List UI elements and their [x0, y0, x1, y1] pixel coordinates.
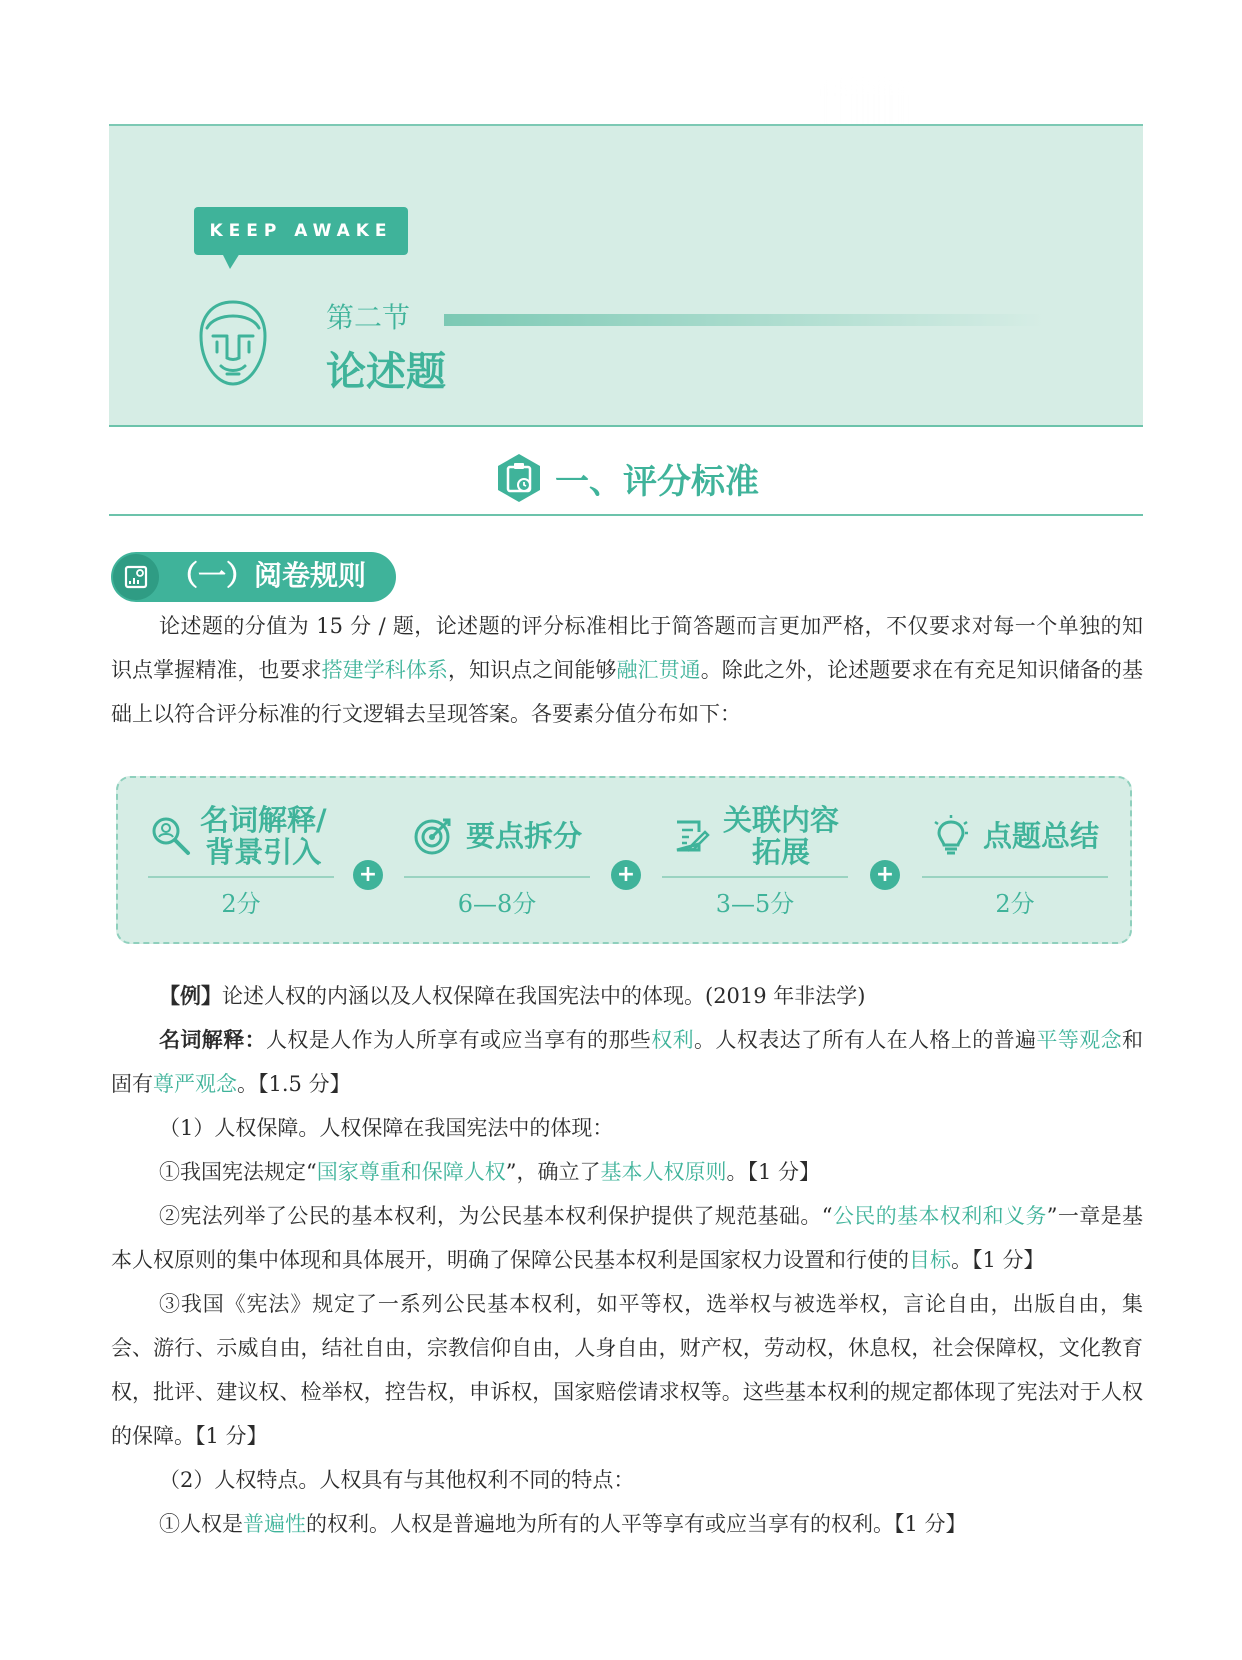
score-item-divider: [404, 876, 590, 878]
example-tag: 【例】: [159, 984, 222, 1008]
section-gradient-bar: [444, 314, 1044, 326]
checklist-icon: [113, 554, 159, 600]
definition-paragraph: 名词解释：人权是人作为人所享有或应当享有的那些权利。人权表达了所有人在人格上的普遍平等观念和固有尊严观念。【1.5 分】: [111, 1028, 1144, 1096]
point-1b: ②宪法列举了公民的基本权利，为公民基本权利保护提供了规范基础。“公民的基本权利和义务”一章是基本人权原则的集中体现和具体展开，明确了保障公民基本权利是国家权力设置和行使的目标。【1 分】: [111, 1204, 1144, 1272]
point-2-heading: （2）人权特点。人权具有与其他权利不同的特点：: [159, 1468, 635, 1492]
score-item-label: 要点拆分: [465, 819, 582, 853]
score-item-label: 点题总结: [982, 819, 1099, 853]
section-title: 论述题: [326, 348, 446, 395]
example-question: 【例】论述人权的内涵以及人权保障在我国宪法中的体现。(2019 年非法学): [159, 984, 866, 1008]
clipboard-clock-icon: [493, 452, 545, 504]
plus-icon: +: [870, 860, 900, 890]
score-item-label: 名词解释/ 背景引入: [200, 803, 327, 869]
point-1c: ③我国《宪法》规定了一系列公民基本权利，如平等权，选举权与被选举权，言论自由，出版自由，集会、游行、示威自由，结社自由，宗教信仰自由，人身自由，财产权，劳动权，休息权，社会保障权，文化教育权，批评、建议权、检举权，控告权，申诉权，国家赔偿请求权等。这些基本权利的规定都体现了宪法对于人权的保障。【1 分】: [111, 1292, 1143, 1448]
score-item-divider: [662, 876, 848, 878]
score-item-score: 2分: [221, 890, 261, 918]
score-item-extension: [662, 800, 848, 872]
keep-awake-badge: KEEP AWAKE: [194, 207, 408, 255]
target-icon: [412, 815, 454, 857]
heading-1-text: 一、评分标准: [555, 461, 759, 502]
score-item-key-points: [404, 800, 590, 872]
point-1a: ①我国宪法规定“国家尊重和保障人权”，确立了基本人权原则。【1 分】: [159, 1160, 821, 1184]
section-number: 第二节: [326, 301, 411, 334]
heading-1: [109, 440, 1143, 516]
score-item-score: 2分: [995, 890, 1035, 918]
lightbulb-icon: [931, 814, 971, 858]
search-icon: [148, 813, 194, 859]
subheading-text: （一）阅卷规则: [170, 559, 367, 592]
badge-tail: [222, 253, 240, 269]
plus-icon: +: [353, 860, 383, 890]
point-2a: ①人权是普遍性的权利。人权是普遍地为所有的人平等享有或应当享有的权利。【1 分】: [159, 1512, 967, 1536]
score-item-definition: [148, 800, 334, 872]
edit-icon: [671, 816, 711, 856]
plus-icon: +: [611, 860, 641, 890]
heading-1-rule: [109, 514, 1143, 516]
score-item-score: 6—8分: [457, 890, 537, 918]
score-item-summary: [922, 800, 1108, 872]
score-item-divider: [148, 876, 334, 878]
scholar-face-icon: [193, 298, 273, 388]
intro-paragraph: 论述题的分值为 15 分 / 题，论述题的评分标准相比于简答题而言更加严格，不仅要求对每一个单独的知识点掌握精准，也要求搭建学科体系，知识点之间能够融汇贯通。除此之外，论述题要求在有充足知识储备的基础上以符合评分标准的行文逻辑去呈现答案。各要素分值分布如下：: [111, 614, 1143, 726]
score-item-label: 关联内容 拓展: [722, 803, 839, 869]
score-item-divider: [922, 876, 1108, 878]
point-1-heading: （1）人权保障。人权保障在我国宪法中的体现：: [159, 1116, 614, 1140]
score-item-score: 3—5分: [715, 890, 795, 918]
